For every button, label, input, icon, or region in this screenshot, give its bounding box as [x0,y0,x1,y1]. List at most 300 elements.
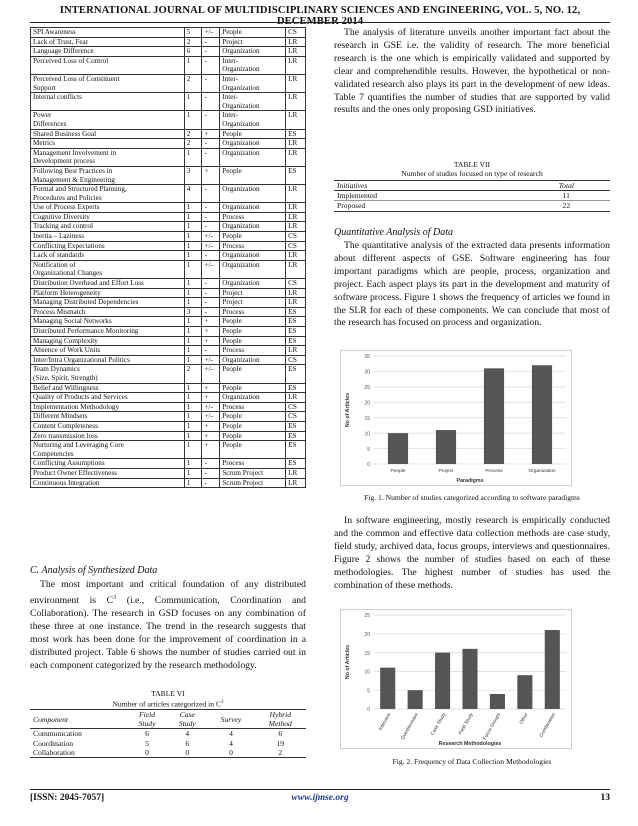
table-cell: People [220,28,286,38]
table-cell: + [202,441,220,459]
table-cell: ES [286,336,306,346]
y-tick-label: 20 [364,400,370,407]
footer-issn: [ISSN: 2045-7057] [30,793,105,803]
table-row [31,232,306,242]
table-row [31,307,306,317]
table-cell: - [202,212,220,222]
y-tick-label: 15 [364,415,370,422]
table-cell: 11 [523,191,610,201]
bar [436,430,456,464]
table-cell: 5 [145,738,149,748]
table-cell: Project [220,298,286,308]
table-cell: - [202,47,220,57]
table-cell: LR [286,56,306,74]
y-tick-label: 10 [364,669,370,676]
table-cell: 1 [184,441,202,459]
bar [545,630,560,709]
x-axis-label: Paradigms [456,478,484,484]
table-cell: LR [286,288,306,298]
table-cell: ES [286,307,306,317]
x-tick-label: People [390,469,406,474]
table-cell: - [202,148,220,166]
table-cell: +/- [202,232,220,242]
table-cell: Managing Social Networks [31,317,185,327]
table-cell: CS [286,402,306,412]
x-tick-label: Field Study [458,712,475,736]
x-tick-label: Project [438,469,454,474]
table-cell: Zero transmission loss [31,431,185,441]
table6 [30,709,306,758]
table-row [31,212,306,222]
table-cell: 2 [254,748,306,758]
y-tick-label: 0 [367,462,370,469]
header-rule [30,22,610,23]
table-cell: People [220,421,286,431]
y-tick-label: 20 [364,632,370,638]
table-cell: 4 [185,729,190,739]
table-cell: LR [286,298,306,308]
table-row [31,383,306,393]
table-cell: 1 [184,232,202,242]
right-paragraph-2 [334,515,610,592]
table-row [31,288,306,298]
table-cell: LR [286,74,306,92]
bar [490,694,505,709]
table-cell: Implementation Methodology [31,402,185,412]
table-cell: Platform Heterogeneity [31,288,185,298]
table-cell: People [220,431,286,441]
x-tick-label: Questionnaire [400,712,420,741]
table-row [31,166,306,184]
table-cell: - [202,346,220,356]
table-cell: 6 [185,738,190,748]
x-tick-label: Interview [378,712,393,732]
y-axis-label: No of Articles [345,392,351,428]
x-tick-label: Combination [539,712,558,739]
table-cell: Implemented [334,191,523,201]
table-row [31,185,306,203]
quant-paragraph-text: The quantitative analysis of the extracted data presents information about different aspects of GSE. Software engineering has four important paradigms which are people, process, organization and project. Each aspect plays its part in the development and maturity of software process. Figure 1 shows the frequency of articles we found in the SLR for each of these components. We can conclude that most of the research has focused on process and organization. [334,240,610,329]
table-cell: Organization [220,222,286,232]
table-cell: 1 [184,383,202,393]
table-row [31,111,306,129]
table-cell: 1 [184,260,202,278]
table-cell: Power Differences [31,111,185,129]
table-cell: Coordination [33,738,74,748]
table-cell: + [202,327,220,337]
table-cell: Inter- Organization [220,93,286,111]
table-cell: +/- [202,28,220,38]
table-cell: ES [286,327,306,337]
table-cell: + [202,166,220,184]
table-cell: Scrum Project [220,478,286,488]
table-cell: 4 [184,185,202,203]
bar [532,365,552,464]
table-cell: Organization [220,393,286,403]
table-cell: Proposed [334,201,523,211]
table-cell: Conflicting Expectations [31,241,185,251]
table-cell: - [202,37,220,47]
y-tick-label: 10 [364,431,370,438]
table-cell: ES [286,365,306,383]
x-tick-label: Other [519,712,530,726]
table-cell: Internal conflicts [31,93,185,111]
table-cell: Collaboration [30,748,127,758]
table-row [31,279,306,289]
table-row [31,317,306,327]
table-cell: Lack of Trust, Fear [31,37,185,47]
x-tick-label: Organization [528,469,556,474]
table-row [31,431,306,441]
table-row [31,93,306,111]
section-c-text-b: (i.e., Communication, Coordination and Collaboration). The research in GSD focuses on any combination of these three at one instance. The trend in the research suggests that most work has been done for the improvement of coordination in a distributed project. Table 6 shows the number of studies carried out in each component categorized by the research methodology. [30,595,306,671]
table-cell: LR [286,185,306,203]
table-row [31,365,306,383]
chart-frame [341,610,572,749]
table-cell: ES [286,317,306,327]
table-cell: Process [220,307,286,317]
table-cell: 3 [184,307,202,317]
table-cell: 1 [184,148,202,166]
table-cell: Process [220,402,286,412]
table-cell: 1 [184,56,202,74]
table-cell: LR [286,393,306,403]
table-header-cell: Initiatives [334,181,523,191]
table-cell: Lack of standards [31,251,185,261]
table-cell: Inter/Intra Organizational Politics [31,355,185,365]
x-tick-label: Process [485,469,503,474]
table-cell: 6 [145,729,149,739]
table-row [31,327,306,337]
table-cell: Managing Distributed Dependencies [31,298,185,308]
table-cell: Different Mindsets [31,412,185,422]
table-cell: 1 [184,468,202,478]
table-row [31,402,306,412]
table-cell: + [202,421,220,431]
table-cell: 1 [184,393,202,403]
table-cell: ES [286,421,306,431]
table-cell: Managing Complexity [31,336,185,346]
table-cell: 1 [184,203,202,213]
table-row [30,748,306,758]
table-row [31,441,306,459]
table-cell: Continuous Integration [31,478,185,488]
table-cell: People [220,327,286,337]
table-cell: - [202,185,220,203]
table-cell: Process [220,346,286,356]
table-cell: + [202,383,220,393]
table-row [31,222,306,232]
table-cell: - [202,111,220,129]
table-cell: + [202,393,220,403]
table-cell: 1 [184,111,202,129]
table-cell: +/- [202,365,220,383]
table-cell: 1 [184,298,202,308]
table-cell: Organization [220,355,286,365]
y-tick-label: 30 [364,369,370,376]
table-cell: ES [286,441,306,459]
table-cell: 1 [184,402,202,412]
table-cell: Quality of Products and Services [31,393,185,403]
table-cell: - [202,203,220,213]
table-cell: LR [286,251,306,261]
table-row [31,241,306,251]
table-cell: - [202,459,220,469]
table-row [334,201,610,211]
table-cell: Communication [33,729,82,739]
table-cell: 0 [127,748,167,758]
table-cell: - [202,468,220,478]
table-cell: 1 [184,279,202,289]
table-cell: Organization [220,203,286,213]
table-cell: - [202,279,220,289]
table-cell: People [220,383,286,393]
table-cell: Organization [220,139,286,149]
table-cell: LR [286,111,306,129]
table-cell: Following Best Practices in Management & Engineering [31,166,185,184]
table-row [31,148,306,166]
table-cell: CS [286,412,306,422]
table-row [334,191,610,201]
table-row [31,478,306,488]
table-row [31,251,306,261]
table-cell: ES [286,166,306,184]
table-row [31,355,306,365]
table-row [31,468,306,478]
table-cell: 0 [207,748,254,758]
table-cell: +/- [202,241,220,251]
table-cell: LR [286,93,306,111]
table-cell: - [202,478,220,488]
table-cell: 1 [184,478,202,488]
x-tick-label: Focus Groups [482,712,503,742]
table-cell: 1 [184,336,202,346]
table-cell: 1 [184,212,202,222]
table-row [31,421,306,431]
table-cell: Inter- Organization [220,74,286,92]
table-cell: +/- [202,412,220,422]
table-cell: 1 [184,431,202,441]
table-cell: 1 [184,346,202,356]
table7-subtitle: Number of studies focused on type of research [401,169,543,178]
table-cell: 2 [184,74,202,92]
table-cell: CS [286,355,306,365]
table-row [31,129,306,139]
table-cell: ES [286,431,306,441]
table7-title: TABLE VII [453,160,491,169]
table-cell: LR [286,222,306,232]
table6-sup: 3 [221,700,224,705]
bar [388,433,408,464]
table-cell: Organization [220,185,286,203]
table-header-cell: Case Study [167,710,207,729]
table-cell: Metrics [31,139,185,149]
table-cell: Product Owner Effectiveness [31,468,185,478]
table-cell: 1 [184,317,202,327]
table7 [334,180,610,212]
table-cell: 1 [184,93,202,111]
table-row [31,56,306,74]
bar [380,668,395,709]
table-header-cell: Field Study [127,710,167,729]
table-cell: Project [220,288,286,298]
table-cell: + [202,431,220,441]
table6-title: TABLE VI [151,689,185,698]
table-cell: Organization [220,47,286,57]
table-cell: Scrum Project [220,468,286,478]
table-cell: 2 [184,139,202,149]
table-cell: 1 [184,355,202,365]
y-tick-label: 15 [364,650,370,657]
table-header-row [334,181,610,191]
table-cell: LR [286,203,306,213]
table-cell: - [202,139,220,149]
table-cell: +/- [202,260,220,278]
table-cell: - [202,288,220,298]
table-cell: LR [286,37,306,47]
table-cell: LR [286,260,306,278]
figure2-chart [340,609,572,749]
table-header-row [30,710,306,729]
table-cell: Perceived Loss of Control [31,56,185,74]
table-cell: - [202,222,220,232]
journal-header: INTERNATIONAL JOURNAL OF MULTIDISCIPLINARY SCIENCES AND ENGINEERING, VOL. 5, NO. 12, DECEMBER 2014 [59,5,581,27]
table-cell: Management Involvement in Development process [31,148,185,166]
table6-caption [30,689,306,709]
footer-page-number: 13 [600,793,610,803]
table-cell: + [202,317,220,327]
c3-superscript: 3 [113,594,117,601]
table-cell: 6 [184,47,202,57]
table-cell: ES [286,459,306,469]
table-cell: 4 [229,738,233,748]
table-cell: 1 [184,327,202,337]
y-tick-label: 0 [367,707,370,714]
table-cell: 1 [184,241,202,251]
y-tick-label: 25 [364,613,370,620]
table-header-cell: Component [30,710,127,729]
table-cell: Inertia – Laziness [31,232,185,242]
table-cell: Distributed Performance Monitoring [31,327,185,337]
table-cell: 1 [184,222,202,232]
y-tick-label: 25 [364,385,370,392]
footer-url[interactable]: www.ijmse.org [291,793,349,803]
footer-rule [30,789,610,790]
section-c-text-a: The most important and critical foundation of any distributed environment is C [30,579,306,607]
table-cell: 22 [523,201,610,211]
table-cell: + [202,336,220,346]
quant-heading: Quantitative Analysis of Data [334,227,453,238]
bar [484,368,504,464]
table-cell: People [220,365,286,383]
table-cell: 0 [167,748,207,758]
table-row [30,729,306,739]
table-cell: Use of Process Experts [31,203,185,213]
table-cell: - [202,74,220,92]
table-cell: People [220,232,286,242]
table-cell: 1 [184,421,202,431]
table-cell: ES [286,383,306,393]
table-row [30,739,306,748]
table-row [31,260,306,278]
table-cell: LR [286,148,306,166]
table-cell: Distribution Overhead and Effort Loss [31,279,185,289]
table-row [31,412,306,422]
table-row [31,298,306,308]
table-cell: 19 [276,738,285,748]
figure1-chart [340,350,572,486]
table-cell: 1 [184,251,202,261]
table-row [31,346,306,356]
x-tick-label: Case Study [430,712,448,737]
table-cell: Organization [220,279,286,289]
table-header-cell: Hybrid Method [254,710,306,729]
table-cell: Absence of Work Units [31,346,185,356]
table-cell: People [220,166,286,184]
y-axis-label: No of Articles [345,644,351,680]
table-cell: Shared Business Goal [31,129,185,139]
table-cell: 5 [184,28,202,38]
table6-subtitle-wrap [30,698,306,709]
table-cell: Organization [220,148,286,166]
table-cell: CS [286,241,306,251]
section-c-heading: C. Analysis of Synthesized Data [30,565,158,576]
table-cell: Team Dynamics (Size, Spirit, Strength) [31,365,185,383]
bar [435,653,450,709]
table-cell: LR [286,212,306,222]
table-cell: Nurturing and Leveraging Core Competencies [31,441,185,459]
y-tick-label: 5 [367,688,370,695]
quant-paragraph [334,240,610,330]
table-row [31,336,306,346]
table-cell: Process [220,212,286,222]
table-cell: CS [286,28,306,38]
table-cell: Tracking and control [31,222,185,232]
table-cell: 1 [184,412,202,422]
table-cell: - [202,56,220,74]
table-cell: Belief and Willingness [31,383,185,393]
table-row [31,28,306,38]
bar [517,675,532,709]
table-cell: 6 [278,729,283,739]
figure1-caption: Fig. 1. Number of studies categorized according to software paradigms [364,493,580,502]
y-tick-label: 35 [364,354,370,361]
table-cell: LR [286,346,306,356]
table7-caption [334,160,610,178]
section-c-paragraph [30,579,306,673]
table-cell: LR [286,139,306,149]
table-cell: 2 [184,365,202,383]
table-cell: Organization [220,260,286,278]
table-cell: Inter- Organization [220,56,286,74]
right-paragraph-1 [334,27,610,117]
table-header-cell: Survey [207,710,254,729]
table-cell: Process [220,459,286,469]
table-cell: Content Completeness [31,421,185,431]
table-cell: People [220,317,286,327]
table-cell: - [202,298,220,308]
table-cell: Formal and Structured Planning, Procedures and Policies [31,185,185,203]
table-cell: People [220,441,286,459]
table-cell: LR [286,478,306,488]
table-row [31,393,306,403]
bar [408,690,423,709]
right-paragraph-2-text: In software engineering, mostly research is empirically conducted and the common and effective data collection methods are case study, field study, archived data, focus groups, interviews and questionnaires. Figure 2 shows the number of studies based on each of these methodologies. The highest number of studies has used the combination of these methods. [334,515,610,591]
table-cell: 1 [184,459,202,469]
table-cell: Inter- Organization [220,111,286,129]
table-cell: Organization [220,251,286,261]
table-cell: - [202,307,220,317]
